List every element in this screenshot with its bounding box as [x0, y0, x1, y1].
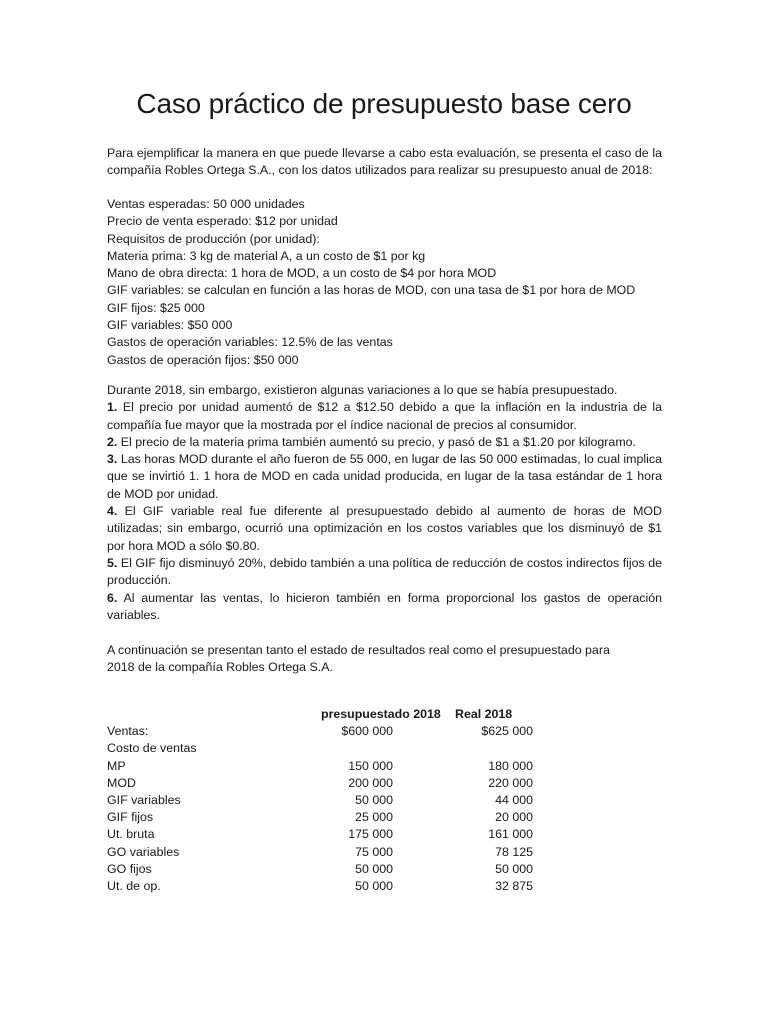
- row-label: MP: [107, 758, 126, 773]
- real-value: $625 000: [481, 724, 533, 739]
- table-row: [107, 878, 535, 895]
- budget-value: $600 000: [341, 724, 393, 739]
- real-value: 20 000: [495, 810, 533, 825]
- variation-number: 1.: [107, 400, 118, 415]
- real-value: 180 000: [488, 758, 533, 773]
- budget-value: 50 000: [355, 793, 393, 808]
- table-row: [107, 758, 535, 775]
- real-value: 78 125: [495, 844, 533, 859]
- data-line: Mano de obra directa: 1 hora de MOD, a un costo de $4 por hora MOD: [107, 266, 497, 281]
- variation-number: 3.: [107, 452, 118, 467]
- variation-text: El precio por unidad aumentó de $12 a $12.50 debido a que la inflación en la industria de la compañía fue mayor que la mostrada por el índice nacional de precios al consumidor.: [107, 400, 662, 432]
- real-value: 50 000: [495, 861, 533, 876]
- variation-number: 4.: [107, 504, 118, 519]
- budget-value: 200 000: [348, 775, 393, 790]
- row-label: Ventas:: [107, 724, 149, 739]
- table-row: [107, 723, 535, 740]
- table-row: [107, 792, 535, 809]
- intro-paragraph: Para ejemplificar la manera en que puede llevarse a cabo esta evaluación, se presenta el caso de la compañía Robles Ortega S.A., con los datos utilizados para realizar su presupuesto anual de 2018:: [107, 146, 662, 178]
- variation-text: Al aumentar las ventas, lo hicieron también en forma proporcional los gastos de operación variables.: [107, 590, 662, 622]
- real-value: 32 875: [495, 879, 533, 894]
- data-line: Precio de venta esperado: $12 por unidad: [107, 214, 338, 229]
- data-line: GIF fijos: $25 000: [107, 300, 205, 315]
- real-value: 161 000: [488, 827, 533, 842]
- table-row: [107, 775, 535, 792]
- variation-item: [107, 399, 662, 434]
- variation-text: El GIF variable real fue diferente al presupuestado debido al aumento de horas de MOD utilizadas; sin embargo, ocurrió una optimización en los costos variables que los disminuyó de $1 por hora MOD a sólo $0.80.: [107, 504, 662, 553]
- budget-value: 50 000: [355, 861, 393, 876]
- data-line: Ventas esperadas: 50 000 unidades: [107, 197, 305, 211]
- row-label: MOD: [107, 775, 136, 790]
- variations-section: [107, 382, 662, 624]
- real-value: 44 000: [495, 793, 533, 808]
- table-row: [107, 861, 535, 878]
- income-statement-table: [107, 706, 535, 895]
- row-label: GIF variables: [107, 793, 181, 808]
- variation-item: [107, 451, 662, 503]
- page-title: Caso práctico de presupuesto base cero: [136, 88, 632, 119]
- variation-number: 2.: [107, 434, 118, 449]
- row-label: GO fijos: [107, 861, 152, 876]
- variation-item: [107, 590, 662, 625]
- variation-number: 5.: [107, 555, 118, 570]
- variations-intro: Durante 2018, sin embargo, existieron algunas variaciones a lo que se había presupuestado.: [107, 383, 618, 397]
- data-line: Gastos de operación variables: 12.5% de las ventas: [107, 335, 393, 350]
- row-label: Ut. bruta: [107, 827, 155, 842]
- budget-value: 175 000: [348, 827, 393, 842]
- row-label: GIF fijos: [107, 810, 154, 825]
- variation-item: [107, 434, 662, 451]
- data-line: GIF variables: $50 000: [107, 318, 233, 333]
- budget-value: 75 000: [355, 844, 393, 859]
- data-line: Requisitos de producción (por unidad):: [107, 231, 320, 246]
- data-line: Materia prima: 3 kg de material A, a un costo de $1 por kg: [107, 248, 426, 263]
- header-real: Real 2018: [455, 707, 513, 721]
- budget-data-list: [107, 196, 662, 369]
- budget-value: [321, 740, 455, 757]
- data-line: GIF variables: se calculan en función a las horas de MOD, con una tasa de $1 por hora de MOD: [107, 283, 636, 298]
- variation-text: El GIF fijo disminuyó 20%, debido también a una política de reducción de costos indirectos fijos de producción.: [107, 555, 662, 588]
- table-row: [107, 844, 535, 861]
- table-row: [107, 809, 535, 826]
- variation-text: Las horas MOD durante el año fueron de 55 000, en lugar de las 50 000 estimadas, lo cual implica que se invirtió 1. 1 hora de MOD en cada unidad producida, en lugar de la tasa estándar de 1 hora de MOD por unidad.: [107, 452, 662, 501]
- real-value: [455, 740, 535, 757]
- variation-text: El precio de la materia prima también aumentó su precio, y pasó de $1 a $1.20 por kilogramo.: [120, 434, 636, 449]
- table-header-row: [107, 706, 535, 723]
- table-row: [107, 740, 535, 757]
- variation-item: [107, 555, 662, 590]
- header-budget: presupuestado 2018: [321, 707, 441, 721]
- budget-value: 150 000: [348, 758, 393, 773]
- table-row: [107, 826, 535, 843]
- variation-item: [107, 503, 662, 555]
- variation-number: 6.: [107, 590, 118, 605]
- outro-line: A continuación se presentan tanto el estado de resultados real como el presupuestado para: [107, 643, 610, 657]
- budget-value: 50 000: [355, 879, 393, 894]
- data-line: Gastos de operación fijos: $50 000: [107, 352, 299, 367]
- outro-paragraph: [107, 642, 662, 677]
- row-label: Costo de ventas: [107, 741, 197, 756]
- outro-line: 2018 de la compañía Robles Ortega S.A.: [107, 660, 333, 675]
- budget-value: 25 000: [355, 810, 393, 825]
- row-label: Ut. de op.: [107, 879, 161, 894]
- real-value: 220 000: [488, 775, 533, 790]
- header-label: [107, 706, 321, 723]
- row-label: GO variables: [107, 844, 180, 859]
